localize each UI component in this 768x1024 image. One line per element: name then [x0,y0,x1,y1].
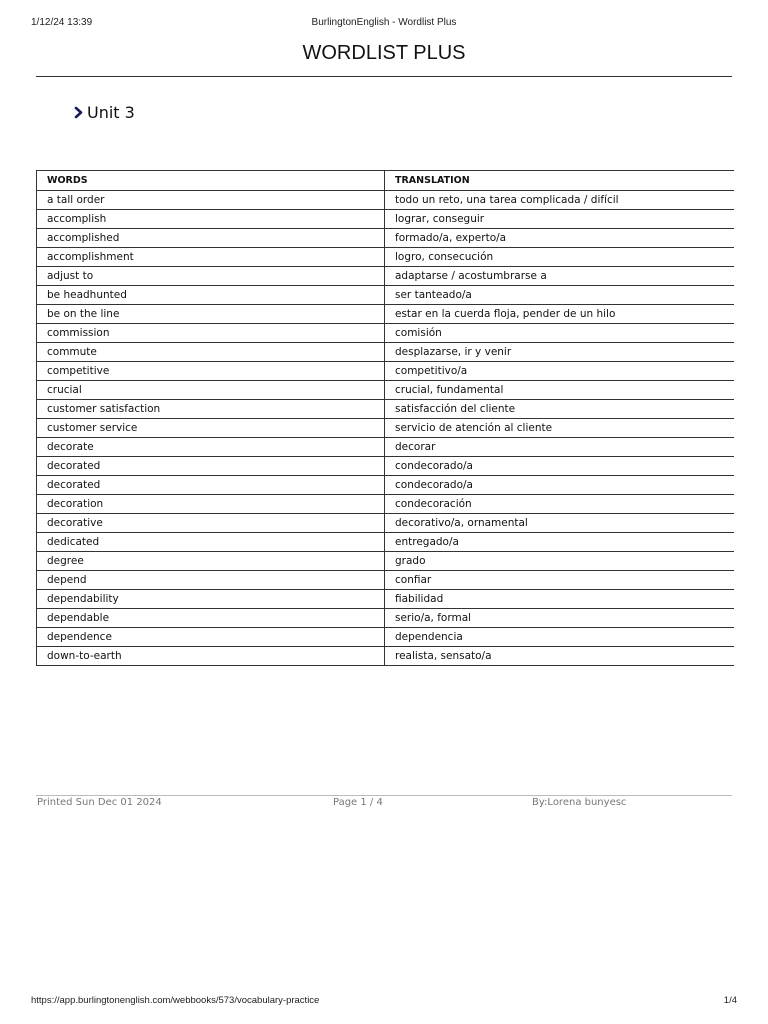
translation-cell: formado/a, experto/a [385,229,734,248]
translation-cell: confiar [385,571,734,590]
word-cell: customer satisfaction [37,400,385,419]
translation-cell: lograr, conseguir [385,210,734,229]
word-cell: dependence [37,628,385,647]
word-cell: accomplishment [37,248,385,267]
word-cell: be on the line [37,305,385,324]
word-cell: dependability [37,590,385,609]
table-row [37,381,734,400]
translation-cell: satisfacción del cliente [385,400,734,419]
chevron-right-icon [74,104,84,120]
table-row [37,476,734,495]
table-row [37,590,734,609]
word-cell: decorative [37,514,385,533]
print-datetime: 1/12/24 13:39 [31,17,93,28]
word-cell: commission [37,324,385,343]
print-header [0,17,768,31]
footer-divider [36,795,732,796]
word-cell: depend [37,571,385,590]
translation-cell: realista, sensato/a [385,647,734,666]
title-divider [36,76,732,77]
translation-cell: adaptarse / acostumbrarse a [385,267,734,286]
table-row [37,229,734,248]
translation-cell: dependencia [385,628,734,647]
table-row [37,248,734,267]
table-row [37,647,734,666]
column-header-translation: TRANSLATION [385,171,734,191]
table-row [37,305,734,324]
unit-heading[interactable] [74,101,135,123]
word-cell: customer service [37,419,385,438]
word-cell: accomplish [37,210,385,229]
word-cell: adjust to [37,267,385,286]
table-row [37,400,734,419]
word-cell: commute [37,343,385,362]
table-row [37,628,734,647]
wordlist-body [37,191,734,666]
author-credit: By:Lorena bunyesc [532,797,627,808]
word-cell: dedicated [37,533,385,552]
translation-cell: entregado/a [385,533,734,552]
column-header-words: WORDS [37,171,385,191]
translation-cell: servicio de atención al cliente [385,419,734,438]
translation-cell: condecorado/a [385,476,734,495]
word-cell: decorate [37,438,385,457]
table-row [37,609,734,628]
translation-cell: competitivo/a [385,362,734,381]
page-indicator: Page 1 / 4 [333,797,383,808]
translation-cell: todo un reto, una tarea complicada / difícil [385,191,734,210]
word-cell: decorated [37,457,385,476]
translation-cell: grado [385,552,734,571]
print-url: https://app.burlingtonenglish.com/webbooks/573/vocabulary-practice [31,995,320,1006]
table-row [37,343,734,362]
translation-cell: ser tanteado/a [385,286,734,305]
translation-cell: comisión [385,324,734,343]
translation-cell: fiabilidad [385,590,734,609]
word-cell: degree [37,552,385,571]
translation-cell: desplazarse, ir y venir [385,343,734,362]
wordlist-table [36,170,734,666]
table-row [37,324,734,343]
word-cell: dependable [37,609,385,628]
word-cell: down-to-earth [37,647,385,666]
translation-cell: serio/a, formal [385,609,734,628]
table-row [37,552,734,571]
word-cell: decoration [37,495,385,514]
table-row [37,419,734,438]
table-row [37,533,734,552]
print-document-title: BurlingtonEnglish - Wordlist Plus [311,17,457,28]
print-footer [0,995,768,1009]
translation-cell: condecorado/a [385,457,734,476]
table-row [37,286,734,305]
table-row [37,438,734,457]
word-cell: decorated [37,476,385,495]
table-row [37,457,734,476]
table-row [37,495,734,514]
table-row [37,267,734,286]
unit-label: Unit 3 [87,102,135,122]
translation-cell: estar en la cuerda floja, pender de un hilo [385,305,734,324]
page-footer [0,797,768,811]
table-row [37,210,734,229]
table-row [37,191,734,210]
table-row [37,362,734,381]
translation-cell: crucial, fundamental [385,381,734,400]
translation-cell: condecoración [385,495,734,514]
word-cell: a tall order [37,191,385,210]
translation-cell: decorativo/a, ornamental [385,514,734,533]
print-page-number: 1/4 [723,995,737,1006]
printed-date: Printed Sun Dec 01 2024 [37,797,162,808]
word-cell: crucial [37,381,385,400]
page-title: WORDLIST PLUS [302,42,466,64]
word-cell: accomplished [37,229,385,248]
translation-cell: logro, consecución [385,248,734,267]
word-cell: competitive [37,362,385,381]
translation-cell: decorar [385,438,734,457]
word-cell: be headhunted [37,286,385,305]
table-row [37,571,734,590]
table-header-row [37,171,734,191]
table-row [37,514,734,533]
